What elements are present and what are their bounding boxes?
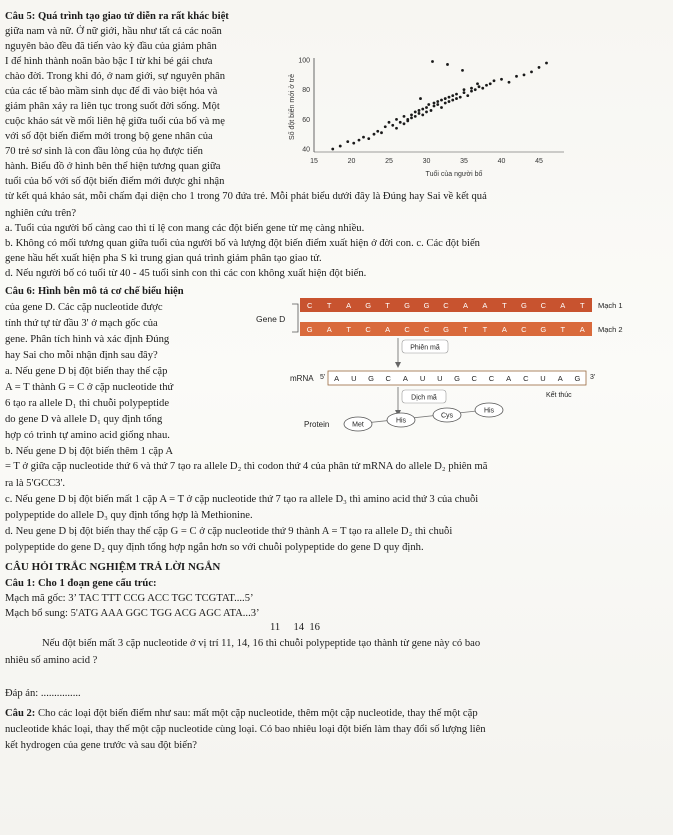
data-point [346,140,349,143]
strand-2-base: G [540,325,547,334]
strand-2-base: C [404,325,410,334]
data-point [508,81,511,84]
data-points [331,60,548,150]
data-point [530,70,533,73]
amino-acid-label: His [483,407,495,415]
short-q2-line3: kết hydrogen của gene trước và sau đột biến? [5,740,197,751]
mrna-base: A [557,374,563,383]
strand-1-label: Mạch 1 [598,301,623,310]
q5-line: từ kết quả khảo sát, mỗi chấm đại diện cho 1 trong 70 đứa trẻ. Mỗi phát biểu dưới đây là Đúng hay Sai về kết quả [5,191,487,202]
data-point [384,125,387,128]
amino-acid-label: His [395,417,407,425]
data-point [430,109,433,112]
data-point [515,75,518,78]
strand-2-base: C [365,325,371,334]
data-point [463,88,466,91]
strand-1-base: T [502,301,507,310]
transcription-arrowhead [395,362,401,368]
q6-line: 6 tạo ra allele D₁ thì chuỗi polypeptide [5,398,170,409]
data-point [380,131,383,134]
data-point [545,62,548,65]
short-q2-line1: Câu 2: Cho các loại đột biến điểm như sau: mất một cặp nucleotide, thêm một cặp nucleotide, thay thế một cặp [5,708,478,719]
q6-statement-d: d. Neu gene D bị đột biến thay thế cặp G = C ở cặp nucleotide thứ 9 thành A = T tạo ra allele D₂ thì chuỗi [5,526,453,537]
data-point [485,84,488,87]
data-point [436,103,439,106]
strand-1-base: G [423,301,430,310]
strand-1-base: C [307,301,313,310]
position-markers: 11 14 16 [270,622,320,633]
peptide-bond [356,410,486,424]
mrna-base: C [471,374,477,383]
data-point [459,96,462,99]
data-point [470,87,473,90]
data-point [388,121,391,124]
q5-line: I để hình thành noãn bào bậc I từ khi bé gái chưa [5,56,213,67]
q6-line: tính thứ tự từ đầu 3' ở mạch gốc của [5,318,158,329]
data-point [489,82,492,85]
data-point [476,82,479,85]
data-point [367,137,370,140]
data-point [331,148,334,151]
data-point [391,124,394,127]
strand-2-bases [307,325,585,334]
data-point [436,100,439,103]
q6-statement-b: b. Nếu gene D bị đột biến thêm 1 cặp A [5,446,173,457]
data-point [425,111,428,114]
q5-line: chào đời. Trong khi đó, ở nam giới, sự nguyên phân [5,71,225,82]
strand-1-base: T [579,301,585,310]
y-tick-labels [298,58,310,154]
q5-line: giảm phân xảy ra liên tục trong suốt đời sống. Một [5,101,220,112]
q6-line: polypeptide do gene D₂ quy định tổng hợp ngắn hơn so với chuỗi polypeptide do gene D quy định. [5,542,424,553]
mrna-base: C [488,374,495,383]
data-point [448,96,451,99]
x-tick-label: 40 [497,158,506,165]
data-point [406,119,409,122]
answer-blank[interactable]: ............... [40,688,81,699]
q5-line: nguyên bào đều đã tiến vào kỳ đầu của giảm phân [5,41,217,52]
strand-1-base: T [326,301,332,310]
strand-1-base: A [346,301,352,310]
amino-acid-label: Cys [440,412,454,420]
data-point [431,60,434,63]
data-point [463,91,466,94]
mrna-base: U [419,374,426,383]
gene-expression-figure [256,280,670,440]
x-tick-label: 30 [422,158,431,165]
q5-line: nghiên cứu trên? [5,208,77,219]
data-point [427,103,430,106]
strand-2-base: A [385,325,391,334]
amino-acid-label: Met [352,421,364,429]
data-point [444,97,447,100]
q5-line: 70 trẻ sơ sinh là con đầu lòng của họ được tiến [5,146,203,157]
mrna-base: G [454,374,460,383]
x-axis-label: Tuổi của người bố [425,171,483,178]
strand-2-base: C [423,325,430,334]
data-point [455,97,458,100]
mrna-base: A [334,374,340,383]
stop-codon-label: Kết thúc [546,392,572,399]
short-q1-question-2: nhiêu số amino acid ? [5,655,98,666]
mrna-base: G [368,374,374,383]
mrna-3-end: 3' [590,374,596,381]
strand-2-base: T [482,325,488,334]
strand-2-base: A [579,325,585,334]
data-point [403,122,406,125]
strand-2-base: T [463,325,468,334]
data-point [500,78,503,81]
data-point [421,108,424,111]
short-q1-question: Nếu đột biến mất 3 cặp nucleotide ở vị trí 11, 14, 16 thì chuỗi polypeptide tạo thành từ gene này có bao [42,638,481,649]
data-point [478,85,481,88]
y-tick-label: 40 [302,146,310,154]
mrna-base: A [402,374,408,383]
gene-bracket [292,304,298,332]
strand-1-base: G [404,301,410,310]
data-point [352,142,355,145]
q6-line: gene. Phân tích hình và xác định Đúng [5,334,170,345]
x-tick-label: 45 [535,158,543,165]
short-q1-title: Câu 1: Cho 1 đoạn gene cấu trúc: [5,578,157,589]
q5-statement-d: d. Nếu người bố có tuổi từ 40 - 45 tuổi sinh con thì các con không xuất hiện đột biến. [5,268,367,279]
data-point [414,115,417,118]
mrna-base: U [351,374,357,383]
q5-line: của các tế bào mầm sinh dục để đi vào biệt hóa và [5,86,218,97]
data-point [395,127,398,130]
q5-line: cuộc khảo sát về mối liên hệ giữa tuổi của bố và mẹ [5,116,225,127]
strand-1-base: A [482,301,488,310]
q6-statement-c: c. Nếu gene D bị đột biến mất 1 cặp A = T ở cặp nucleotide thứ 7 tạo ra allele D₃ thì amino acid thứ 3 của chuỗi [5,494,479,505]
mrna-base: U [437,374,443,383]
data-point [410,114,413,117]
short-q2-line2: nucleotide khác loại, thay thế một cặp nucleotide cùng loại. Có bao nhiêu loại đột biến làm thay đổi số lượng liên [5,724,486,735]
x-tick-label: 25 [385,158,393,165]
data-point [395,118,398,121]
mrna-bases [334,374,580,383]
q6-line: của gene D. Các cặp nucleotide được [5,302,163,313]
data-point [444,102,447,105]
strand-2-base: G [443,325,449,334]
data-point [373,133,376,136]
q5-line: Câu 5: Quá trình tạo giao tử diễn ra rất khác biệt [5,11,229,22]
data-point [362,136,365,139]
data-point [440,106,443,109]
data-point [358,139,361,142]
data-point [433,102,436,105]
strand-2-label: Mạch 2 [598,325,623,334]
data-point [421,114,424,117]
x-tick-label: 35 [460,158,468,165]
data-point [403,115,406,118]
q6-line: A = T thành G = C ở cặp nucleotide thứ [5,382,174,393]
protein-label: Protein [304,420,330,429]
transcription-label: Phiên mã [410,344,440,352]
scatter-chart [284,52,670,182]
data-point [466,94,469,97]
data-point [440,99,443,102]
complement-strand: Mạch bổ sung: 5'ATG AAA GGC TGG ACG AGC ATA...3’ [5,608,260,619]
data-point [481,87,484,90]
q6-statement-a: a. Nếu gene D bị đột biến thay thế cặp [5,366,168,377]
strand-2-base: C [521,325,527,334]
strand-1-base: G [365,301,372,310]
strand-1-base: T [385,301,390,310]
strand-1-base: A [462,301,468,310]
q6-line: Câu 6: Hình bên mô tả cơ chế biểu hiện [5,286,184,297]
mrna-base: G [574,374,581,383]
y-tick-label: 60 [302,116,310,124]
q6-line: ra là 5'GCC3'. [5,478,66,489]
data-point [538,66,541,69]
q6-line: = T ở giữa cặp nucleotide thứ 6 và thứ 7 tạo ra allele D₂ thì codon thứ 4 của phân tử mRNA do allele D₂ phiên mã [5,461,488,472]
mrna-base: C [523,374,529,383]
data-point [474,88,477,91]
data-point [414,111,417,114]
strand-2-base: A [326,325,332,334]
data-point [433,105,436,108]
section-title: CÂU HỎI TRẮC NGHIỆM TRẢ LỜI NGẮN [5,561,221,573]
mrna-label: mRNA [290,374,314,383]
mrna-base: U [540,374,546,383]
q5-line: hành. Biểu đồ ở hình bên thể hiện tương quan giữa [5,161,221,172]
data-point [339,145,342,148]
data-point [523,73,526,76]
strand-2-base: T [560,325,566,334]
data-point [461,69,464,72]
data-point [419,97,422,100]
gene-label: Gene D [256,314,286,324]
data-point [451,99,454,102]
answer-row [5,688,81,700]
y-tick-label: 80 [302,87,310,95]
strand-2-base: G [306,325,313,334]
data-point [446,63,449,66]
mrna-base: C [385,374,391,383]
translation-label: Dịch mã [411,394,437,402]
data-point [455,93,458,96]
strand-1-base: A [560,301,566,310]
x-tick-label: 15 [310,158,318,165]
data-point [410,116,413,119]
data-point [425,106,428,109]
strand-1-bases [307,301,585,310]
mrna-base: A [506,374,512,383]
y-axis-label: Số đột biến mới ở trẻ [289,74,296,140]
strand-2-base: T [346,325,351,334]
data-point [399,121,402,124]
q5-statement-a: a. Tuổi của người bố càng cao thì tỉ lệ con mang các đột biến gene từ mẹ càng nhiều. [5,223,365,234]
q5-statement-b: b. Không có mối tương quan giữa tuổi của người bố và lượng đột biến điểm xuất hiện ở đời con. c. Các đột biến [5,238,480,249]
data-point [470,90,473,93]
q6-line: hợp có trình tự amino acid giống nhau. [5,430,170,441]
q6-line: hay Sai cho mỗi nhận định sau đây? [5,350,158,361]
strand-1-base: C [540,301,547,310]
data-point [448,100,451,103]
q5-statement-c: gene hầu hết xuất hiện pha S kì trung gian quá trình giảm phân tạo giao tử. [5,253,322,264]
strand-1-base: G [520,301,527,310]
q5-line: với số đột biến điểm mới trong bộ gene nhân của [5,131,213,142]
q5-line: giữa nam và nữ. Ở nữ giới, hầu như tất cả các noãn [5,26,222,37]
mrna-5-end: 5' [320,374,326,381]
data-point [418,109,421,112]
y-tick-label: 100 [298,57,310,65]
q6-line: do gene D và allele D₁ quy định tổng [5,414,163,425]
strand-1-base: C [443,301,449,310]
template-strand: Mạch mã gốc: 3’ TAC TTT CCG ACC TGC TCGTAT....5’ [5,593,254,604]
x-tick-labels [310,158,543,165]
q6-line: polypeptide do allele D₃ quy định tổng hợp là Methionine. [5,510,253,521]
data-point [493,79,496,82]
q5-line: tuổi của bố với số đột biến điểm mới được ghi nhận [5,176,225,187]
strand-2-base: A [501,325,507,334]
data-point [418,112,421,115]
x-tick-label: 20 [347,158,356,165]
answer-label: Đáp án: [5,688,39,699]
data-point [376,130,379,133]
data-point [451,94,454,97]
